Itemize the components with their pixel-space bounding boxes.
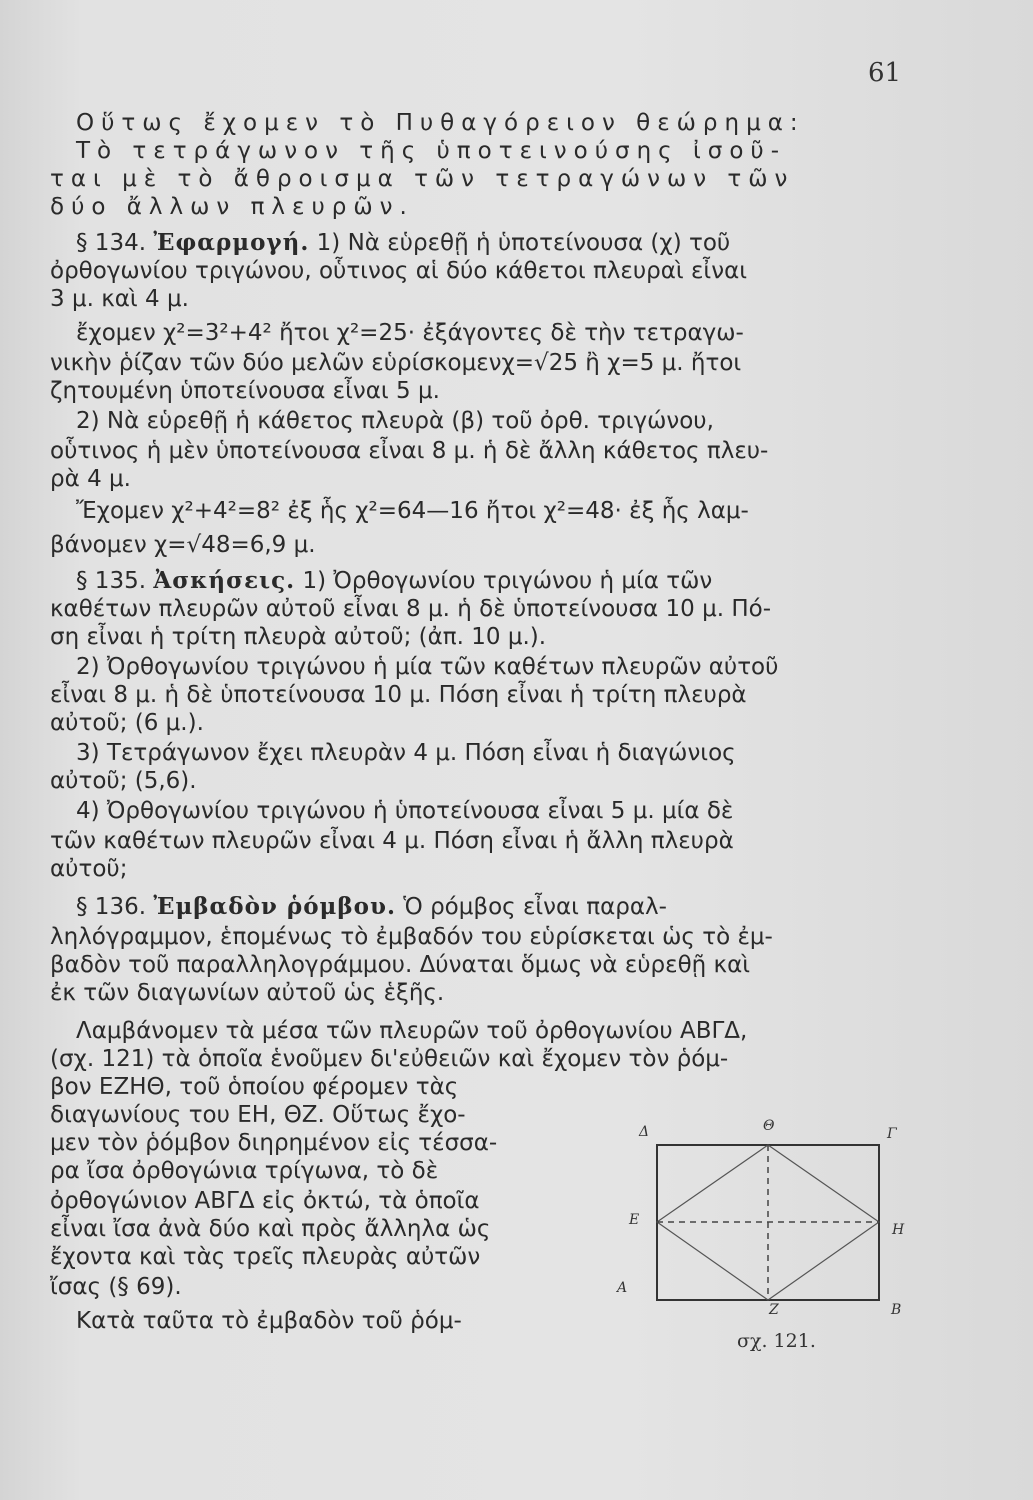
text-line: ση εἶναι ἡ τρίτη πλευρὰ αὐτοῦ; (ἀπ. 10 μ.). (50, 624, 547, 650)
section-number: § 134. (76, 230, 154, 256)
text-line: ὀρθογωνίου τριγώνου, οὗτινος αἱ δύο κάθετοι πλευραὶ εἶναι (50, 258, 748, 284)
section-number: § 136. (76, 894, 154, 920)
text-line: 2) Νὰ εὑρεθῇ ἡ κάθετος πλευρὰ (β) τοῦ ὀρθ. τριγώνου, (76, 408, 714, 434)
text-line: δύο ἄλλων πλευρῶν. (50, 194, 414, 220)
figure-caption: σχ. 121. (737, 1330, 816, 1352)
text-span: 1) Νὰ εὑρεθῇ ἡ ὑποτείνουσα (χ) τοῦ (309, 230, 731, 256)
text-line: αὐτοῦ; (50, 856, 128, 882)
text-line: 2) Ὀρθογωνίου τριγώνου ἡ μία τῶν καθέτων πλευρῶν αὐτοῦ (76, 654, 779, 680)
text-line: αὐτοῦ; (5,6). (50, 768, 197, 794)
text-line: αὐτοῦ; (6 μ.). (50, 710, 204, 736)
label-eta: Η (892, 1222, 905, 1238)
section-135-line (76, 566, 956, 596)
text-line: Ἔχομεν χ²+4²=8² ἐξ ἧς χ²=64—16 ἤτοι χ²=48· ἐξ ἧς λαμ- (76, 498, 749, 524)
text-line: ληλόγραμμον, ἑπομένως τὸ ἐμβαδόν του εὑρίσκεται ὡς τὸ ἐμ- (50, 924, 773, 950)
text-line: ρα ἴσα ὀρθογώνια τρίγωνα, τὸ δὲ (50, 1158, 439, 1184)
text-line: Κατὰ ταῦτα τὸ ἐμβαδὸν τοῦ ῥόμ- (76, 1308, 462, 1334)
text-line: καθέτων πλευρῶν αὐτοῦ εἶναι 8 μ. ἡ δὲ ὑποτείνουσα 10 μ. Πό- (50, 596, 771, 622)
label-gamma: Γ (887, 1126, 897, 1142)
text-line: μεν τὸν ῥόμβον διηρημένον εἰς τέσσα- (50, 1130, 498, 1156)
text-line: ζητουμένη ὑποτείνουσα εἶναι 5 μ. (50, 378, 440, 404)
page-number: 61 (868, 58, 902, 88)
rhombus-figure (605, 1112, 915, 1412)
text-line: (σχ. 121) τὰ ὁποῖα ἑνοῦμεν δι'εὐθειῶν καὶ ἔχομεν τὸν ῥόμ- (50, 1046, 729, 1072)
text-line: 3 μ. καὶ 4 μ. (50, 286, 189, 312)
text-line: ἔχοντα καὶ τὰς τρεῖς πλευρὰς αὐτῶν (50, 1244, 481, 1270)
section-heading: Ἐφαρμογή. (153, 229, 310, 256)
section-number: § 135. (76, 568, 154, 594)
text-line: ὀρθογώνιον ΑΒΓΔ εἰς ὀκτώ, τὰ ὁποῖα (50, 1188, 480, 1214)
text-line: νικὴν ῥίζαν τῶν δύο μελῶν εὑρίσκομενχ=√25 ἢ χ=5 μ. ἤτοι (50, 350, 742, 376)
section-heading: Ἐμβαδὸν ῥόμβου. (153, 893, 396, 920)
text-line: ἔχομεν χ²=3²+4² ἤτοι χ²=25· ἐξάγοντες δὲ τὴν τετραγω- (76, 320, 744, 346)
text-line: βον ΕΖΗΘ, τοῦ ὁποίου φέρομεν τὰς (50, 1074, 459, 1100)
text-line: διαγωνίους του ΕΗ, ΘΖ. Οὕτως ἔχο- (50, 1102, 466, 1128)
text-line: βαδὸν τοῦ παραλληλογράμμου. Δύναται ὅμως νὰ εὑρεθῇ καὶ (50, 952, 751, 978)
section-heading: Ἀσκήσεις. (153, 567, 296, 594)
label-delta: Δ (639, 1124, 650, 1140)
section-136-line (76, 892, 956, 922)
text-line: Τὸ τετράγωνον τῆς ὑποτεινούσης ἰσοῦ- (76, 138, 787, 164)
text-line: 4) Ὀρθογωνίου τριγώνου ἡ ὑποτείνουσα εἶναι 5 μ. μία δὲ (76, 798, 734, 824)
text-line: οὗτινος ἡ μὲν ὑποτείνουσα εἶναι 8 μ. ἡ δὲ ἄλλη κάθετος πλευ- (50, 438, 769, 464)
label-beta: Β (891, 1302, 902, 1318)
text-line: τῶν καθέτων πλευρῶν εἶναι 4 μ. Πόση εἶναι ἡ ἄλλη πλευρὰ (50, 828, 734, 854)
section-134-line (76, 228, 956, 258)
text-span: 1) Ὀρθογωνίου τριγώνου ἡ μία τῶν (295, 568, 713, 594)
label-theta: Θ (763, 1118, 775, 1134)
label-zeta: Ζ (769, 1302, 779, 1318)
label-alpha: Α (617, 1280, 628, 1296)
text-span: Ὁ ρόμβος εἶναι παραλ- (395, 894, 667, 920)
label-epsilon: Ε (629, 1212, 640, 1228)
text-line: Οὕτως ἔχομεν τὸ Πυθαγόρειον θεώρημα: (76, 110, 805, 136)
text-line: εἶναι ἴσα ἀνὰ δύο καὶ πρὸς ἄλληλα ὡς (50, 1216, 491, 1242)
text-line: εἶναι 8 μ. ἡ δὲ ὑποτείνουσα 10 μ. Πόση εἶναι ἡ τρίτη πλευρὰ (50, 682, 747, 708)
text-line: ἴσας (§ 69). (50, 1274, 182, 1300)
rhombus-diagram (605, 1112, 915, 1322)
text-line: Λαμβάνομεν τὰ μέσα τῶν πλευρῶν τοῦ ὀρθογωνίου ΑΒΓΔ, (76, 1018, 748, 1044)
text-line: ται μὲ τὸ ἄθροισμα τῶν τετραγώνων τῶν (50, 166, 795, 192)
text-line: ρὰ 4 μ. (50, 466, 131, 492)
text-line: ἐκ τῶν διαγωνίων αὐτοῦ ὡς ἑξῆς. (50, 980, 445, 1006)
text-line: 3) Τετράγωνον ἔχει πλευρὰν 4 μ. Πόση εἶναι ἡ διαγώνιος (76, 740, 736, 766)
text-line: βάνομεν χ=√48=6,9 μ. (50, 532, 316, 558)
